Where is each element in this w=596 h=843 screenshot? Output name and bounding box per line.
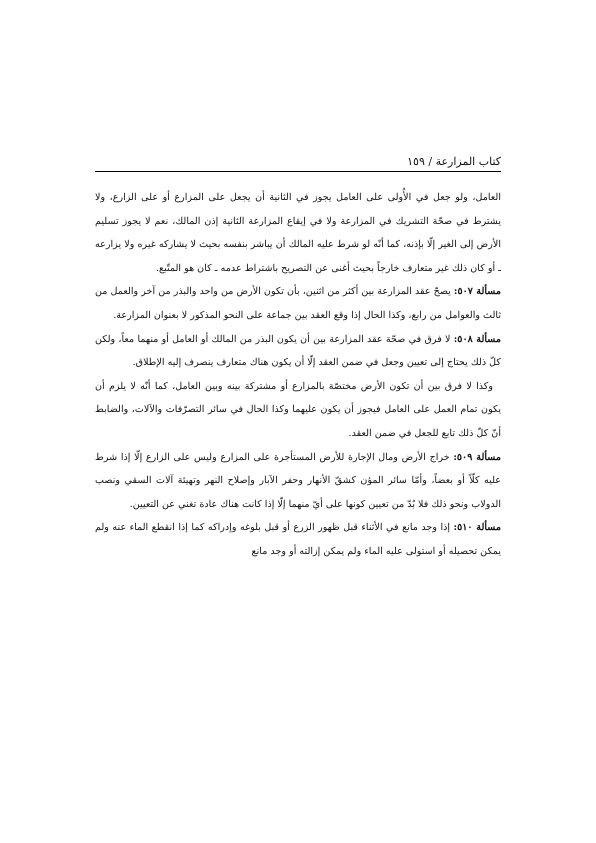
issue-label: مسألة ٥٠٩: (453, 451, 501, 463)
issue-label: مسألة ٥١٠: (453, 522, 501, 534)
paragraph-text: خراج الأرض ومال الإجارة للأرض المستأجرة على المزارع وليس على الزارع إلّا إذا شرط عليه كلّاً أو بعضاً، وأمّا سائر المؤن كشقّ الأنهار وحفر الآبار وإصلاح النهر وتهيئة آلات السقي ونصب الدولاب ونحو ذلك فلا بُدّ من تعيين كونها على أيّ منهما إلّا إذا كانت هناك عادة تغني عن التعيين. (95, 451, 501, 510)
issue-label: مسألة ٥٠٨: (453, 333, 501, 345)
paragraph (95, 516, 501, 563)
paragraph-text: العامل، ولو جعل في الأُولى على العامل يجوز في الثانية أن يجعل على المزارع أو على الزارع، ولا يشترط في صحّة التشريك في المزارعة ولا في إيقاع المزارعة الثانية إذن المالك، نعم لا يجوز تسليم الأرض إلى الغير إلّا بإذنه، كما أنّه لو شرط عليه المالك أن يباشر بنفسه بحيث لا يشاركه غيره ولا يزارعه ـ أو كان ذلك غير متعارف خارجاً بحيث أغنى عن التصريح باشتراط عدمه ـ كان هو المتّبع. (95, 192, 501, 274)
paragraph-text: لا فرق في صحّة عقد المزارعة بين أن يكون البذر من المالك أو العامل أو منهما معاً، ولكن كلّ ذلك يحتاج إلى تعيين وجعل في ضمن العقد إلّا أن يكون هناك متعارف ينصرف إليه الإطلاق. (95, 333, 501, 369)
page-body (95, 186, 501, 564)
running-header (95, 153, 501, 172)
issue-label: مسألة ٥٠٧: (453, 286, 501, 298)
paragraph-text: إذا وجد مانع في الأثناء قبل ظهور الزرع أو قبل بلوغه وإدراكه كما إذا انقطع الماء عنه ولم يمكن تحصيله أو استولى عليه الماء ولم يمكن إزالته أو وجد مانع (95, 522, 501, 557)
paragraph-text: يصحّ عقد المزارعة بين أكثر من اثنين، بأن تكون الأرض من واحد والبذر من آخر والعمل من ثالث والعوامل من رابع، وكذا الحال إذا وقع العقد بين جماعة على النحو المذكور لا بعنوان المزارعة. (95, 286, 501, 321)
paragraph (95, 446, 501, 517)
paragraph (95, 375, 501, 446)
paragraph-text: وكذا لا فرق بين أن تكون الأرض مختصّة بالمزارع أو مشتركة بينه وبين العامل، كما أنّه لا يلزم أن يكون تمام العمل على العامل فيجوز أن يكون عليهما وكذا الحال في سائر التصرّفات والآلات، والضابط أنّ كلّ ذلك تابع للجعل في ضمن العقد. (95, 380, 501, 439)
paragraph (95, 280, 501, 327)
paragraph (95, 328, 501, 375)
paragraph (95, 186, 501, 280)
running-title: كتاب المزارعة / ١٥٩ (407, 155, 501, 168)
